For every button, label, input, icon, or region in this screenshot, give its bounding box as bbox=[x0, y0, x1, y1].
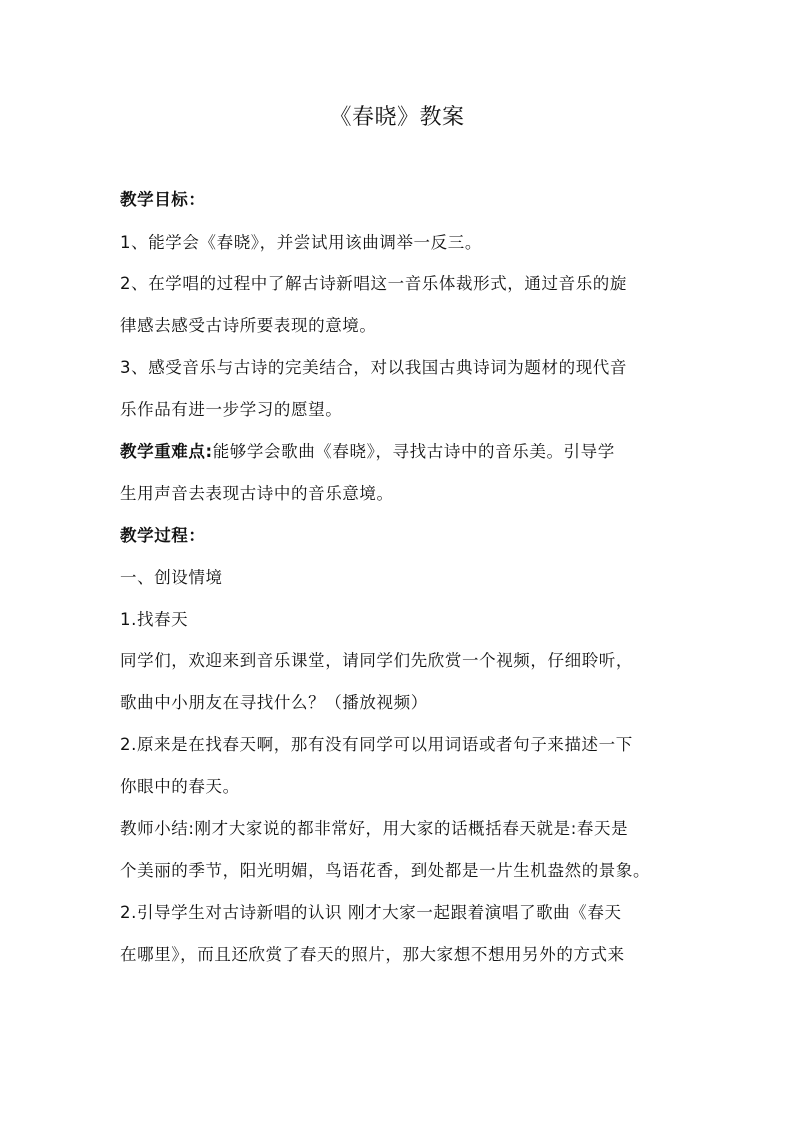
item-1-title: 1.找春天 bbox=[120, 610, 189, 629]
key-points-label: 教学重难点: bbox=[120, 442, 213, 461]
goal-3-line-2: 乐作品有进一步学习的愿望。 bbox=[120, 400, 343, 419]
page-title: 《春晓》教案 bbox=[329, 105, 465, 130]
item-2-line-2: 你眼中的春天。 bbox=[120, 777, 240, 796]
key-points-line-1 bbox=[120, 439, 690, 465]
item-2-line-1: 2.原来是在找春天啊，那有没有同学可以用词语或者句子来描述一下 bbox=[120, 735, 633, 754]
section-1-heading: 一、创设情境 bbox=[120, 568, 223, 587]
goal-3-line-1: 3、感受音乐与古诗的完美结合，对以我国古典诗词为题材的现代音 bbox=[120, 358, 627, 377]
goal-1: 1、能学会《春晓》，并尝试用该曲调举一反三。 bbox=[120, 233, 482, 252]
teaching-goals-heading: 教学目标： bbox=[120, 190, 206, 209]
goal-2-line-1: 2、在学唱的过程中了解古诗新唱这一音乐体裁形式，通过音乐的旋 bbox=[120, 274, 627, 293]
item-3-line-2: 在哪里》，而且还欣赏了春天的照片，那大家想不想用另外的方式来 bbox=[120, 945, 625, 964]
goal-2-line-2: 律感去感受古诗所要表现的意境。 bbox=[120, 316, 377, 335]
item-1-line-1: 同学们，欢迎来到音乐课堂，请同学们先欣赏一个视频，仔细聆听， bbox=[120, 651, 633, 670]
item-1-line-2: 歌曲中小朋友在寻找什么？（播放视频） bbox=[120, 693, 428, 712]
summary-line-2: 个美丽的季节，阳光明媚，鸟语花香，到处都是一片生机盎然的景象。 bbox=[120, 861, 651, 880]
process-heading: 教学过程： bbox=[120, 526, 206, 545]
summary-line-1: 教师小结:刚才大家说的都非常好，用大家的话概括春天就是:春天是 bbox=[120, 819, 629, 838]
item-3-line-1: 2.引导学生对古诗新唱的认识 刚才大家一起跟着演唱了歌曲《春天 bbox=[120, 903, 622, 922]
key-points-text: 能够学会歌曲《春晓》，寻找古诗中的音乐美。引导学 bbox=[212, 442, 615, 461]
key-points-line-2: 生用声音去表现古诗中的音乐意境。 bbox=[120, 484, 394, 503]
